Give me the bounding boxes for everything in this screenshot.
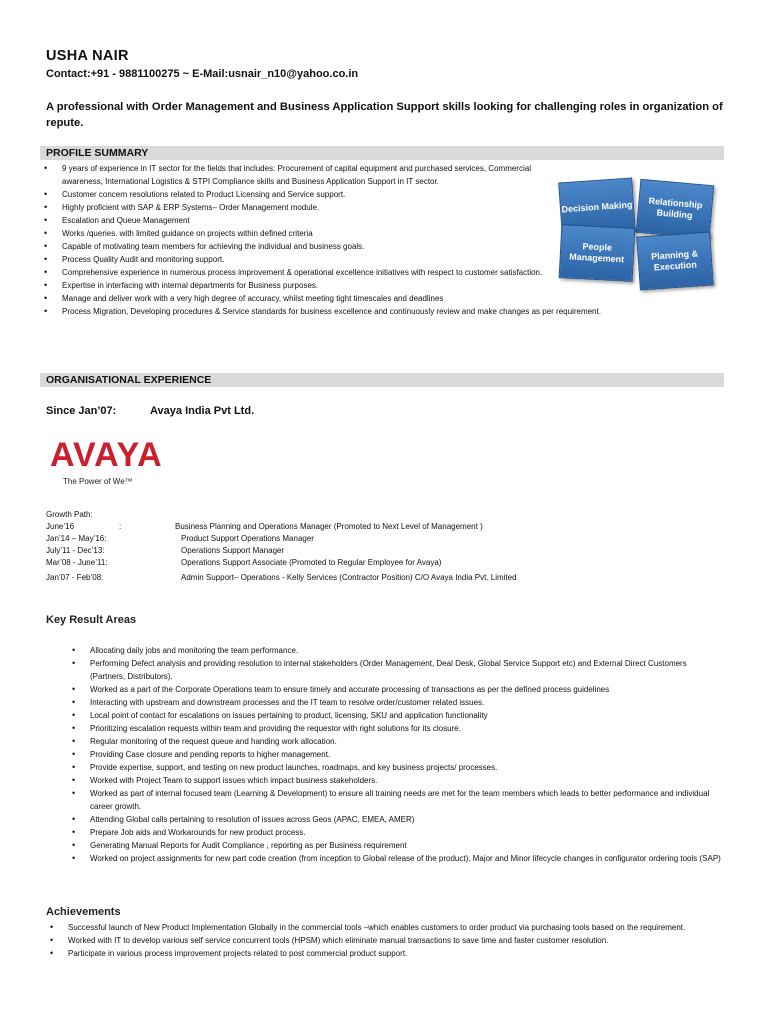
list-item: • Providing Case closure and pending reports to higher management. <box>68 748 724 761</box>
list-item: • Expertise in interfacing with internal departments for Business purposes. <box>40 279 548 292</box>
avaya-logo: AVAYA <box>50 436 163 474</box>
skill-tile-decision-making: Decision Making <box>558 177 636 236</box>
key-result-areas-heading: Key Result Areas <box>46 614 137 626</box>
achievements-heading: Achievements <box>46 906 121 918</box>
list-item: • Performing Defect analysis and providing resolution to internal stakeholders (Order Management, Deal Desk, Global Service Support etc) and External Direct Customers (Partners, Distributors). <box>68 657 724 683</box>
contact-line: Contact:+91 - 9881100275 ~ E-Mail:usnair_n10@yahoo.co.in <box>46 68 359 80</box>
list-item: • Generating Manual Reports for Audit Compliance , reporting as per Business requirement <box>68 839 724 852</box>
list-item: • Allocating daily jobs and monitoring the team performance. <box>68 644 724 657</box>
since-label: Since Jan’07: <box>46 405 117 417</box>
list-item: • Escalation and Queue Management <box>40 214 548 227</box>
section-heading-experience: ORGANISATIONAL EXPERIENCE <box>40 373 724 387</box>
list-item: • Process Migration, Developing procedures & Service standards for business excellence and continuously review and make changes as per requirement. <box>40 305 746 318</box>
growth-role: Business Planning and Operations Manager (Promoted to Next Level of Management ) <box>175 522 483 531</box>
list-item: • Provide expertise, support, and testing on new product launches, roadmaps, and key business projects/ processes. <box>68 761 724 774</box>
list-item: • Worked with IT to develop various self service concurrent tools (HPSM) which eliminate manual transactions to save time and faster customer resolution. <box>46 934 724 947</box>
key-result-areas-list <box>68 644 724 865</box>
candidate-name: USHA NAIR <box>46 48 129 64</box>
list-item: • Process Quality Audit and monitoring support. <box>40 253 548 266</box>
growth-period: July’11 - Dec’13: <box>46 546 105 555</box>
objective-statement: A professional with Order Management and Business Application Support skills looking for challenging roles in organization of repute. <box>46 101 723 129</box>
list-item: • Participate in various process improvement projects related to post commercial product support. <box>46 947 724 960</box>
list-item: • Prioritizing escalation requests within team and providing the requestor with right solutions for its closure. <box>68 722 724 735</box>
list-item: • Local point of contact for escalations on issues pertaining to product, licensing, SKU and application functionality <box>68 709 724 722</box>
skill-tile-relationship-building: Relationship Building <box>636 179 714 239</box>
list-item: • Worked as part of internal focused team (Learning & Development) to ensure all training needs are met for the team members which leads to better performance and individual career growth. <box>68 787 724 813</box>
growth-path-title: Growth Path: <box>46 510 93 519</box>
growth-role: Operations Support Manager <box>181 546 285 555</box>
growth-period: Jan’07 - Feb’08: <box>46 573 104 582</box>
growth-role: Operations Support Associate (Promoted to Regular Employee for Avaya) <box>181 558 442 567</box>
skill-tile-planning-execution: Planning & Execution <box>636 231 714 290</box>
list-item: • Interacting with upstream and downstream processes and the IT team to resolve order/customer related issues. <box>68 696 724 709</box>
list-item: • Capable of motivating team members for achieving the individual and business goals. <box>40 240 548 253</box>
list-item: • Worked as a part of the Corporate Operations team to ensure timely and accurate processing of transactions as per the defined process guidelines <box>68 683 724 696</box>
growth-period: Mar’08 - June’11: <box>46 558 108 567</box>
skill-tile-people-management: People Management <box>559 224 636 282</box>
growth-role: Product Support Operations Manager <box>181 534 314 543</box>
list-item: • Successful launch of New Product Implementation Globally in the commercial tools –which enables customers to order product via purchasing tools based on the requirement. <box>46 921 724 934</box>
avaya-logo-tagline: The Power of We™ <box>63 477 133 486</box>
achievements-list <box>46 921 724 960</box>
list-item: • Highly proficient with SAP & ERP Systems– Order Management module. <box>40 201 548 214</box>
list-item: • Worked on project assignments for new part code creation (from inception to Global release of the product), Major and Minor lifecycle changes in configurator ordering tools (SAP) <box>68 852 724 865</box>
skills-diagram <box>556 168 714 288</box>
growth-period: June’16 <box>46 522 75 531</box>
growth-separator: : <box>119 522 122 531</box>
list-item: • Customer concern resolutions related to Product Licensing and Service support. <box>40 188 548 201</box>
growth-role: Admin Support– Operations - Kelly Services (Contractor Position) C/O Avaya India Pvt. Limited <box>181 573 517 582</box>
list-item: • 9 years of experience in IT sector for the fields that includes: Procurement of capital equipment and purchased services, Commercial awareness, International Logistics & STPI Compliance skills and Business Application Support in IT sector. <box>40 162 548 188</box>
section-heading-profile-summary: PROFILE SUMMARY <box>40 146 724 160</box>
list-item: • Prepare Job aids and Workarounds for new product process. <box>68 826 724 839</box>
list-item: • Comprehensive experience in numerous process improvement & operational excellence initiatives with respect to customer satisfaction. <box>40 266 548 279</box>
list-item: • Attending Global calls pertaining to resolution of issues across Geos (APAC, EMEA, AMER) <box>68 813 724 826</box>
company-name: Avaya India Pvt Ltd. <box>150 405 255 417</box>
list-item: • Worked with Project Team to support issues which impact business stakeholders. <box>68 774 724 787</box>
growth-period: Jan’14 – May’16: <box>46 534 107 543</box>
list-item: • Manage and deliver work with a very high degree of accuracy, whilst meeting tight timescales and deadlines <box>40 292 746 305</box>
list-item: • Regular monitoring of the request queue and handing work allocation. <box>68 735 724 748</box>
list-item: • Works /queries. with limited guidance on projects within defined criteria <box>40 227 548 240</box>
